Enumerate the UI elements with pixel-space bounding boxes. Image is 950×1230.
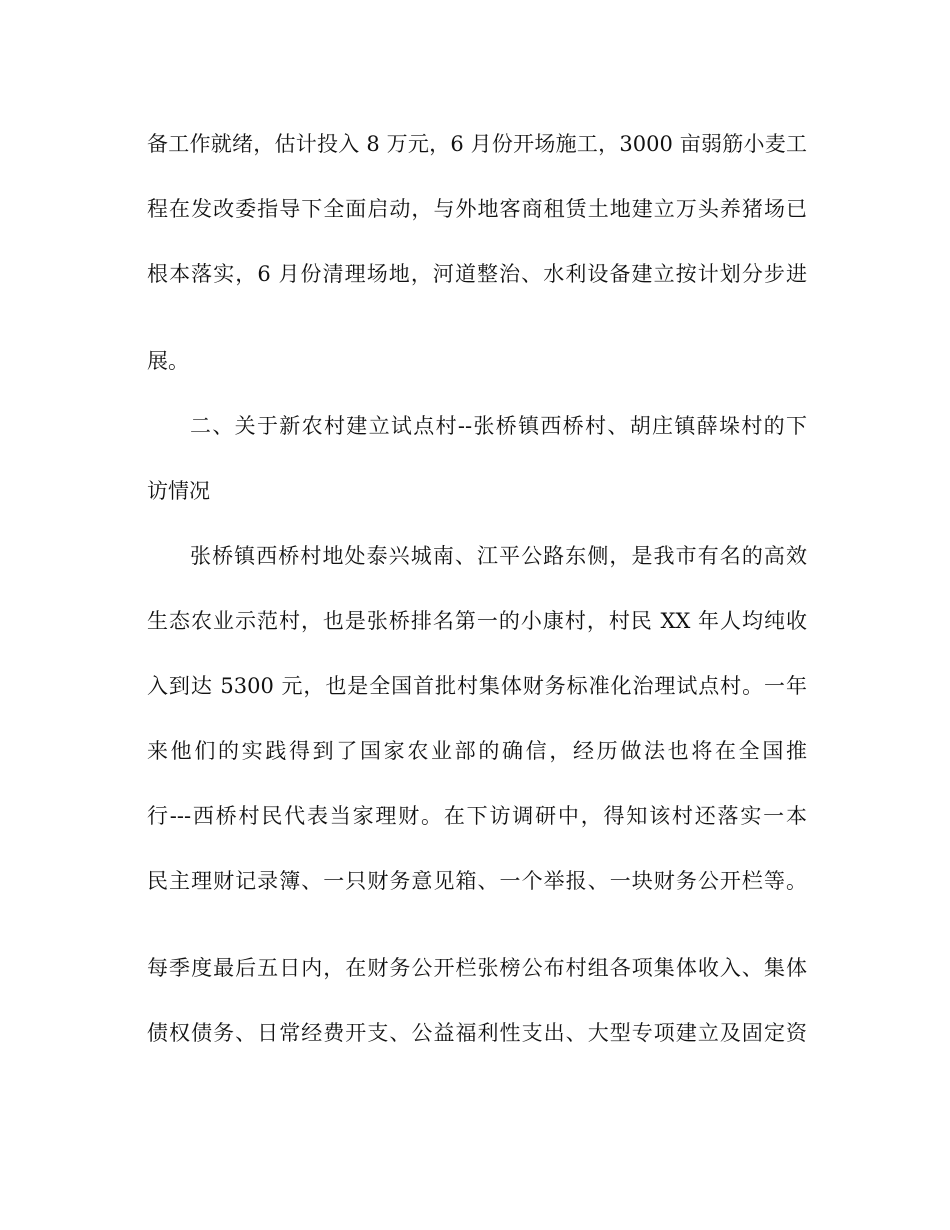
text-line: 每季度最后五日内，在财务公开栏张榜公布村组各项集体收入、集体 (147, 956, 807, 980)
text-line: 程在发改委指导下全面启动，与外地客商租赁土地建立万头养猪场已 (147, 197, 807, 221)
text-line: 展。 (147, 349, 189, 373)
text-line: 民主理财记录簿、一只财务意见箱、一个举报、一块财务公开栏等。 (147, 869, 807, 893)
text-line: 债权债务、日常经费开支、公益福利性支出、大型专项建立及固定资 (147, 1021, 807, 1045)
text-line: 张桥镇西桥村地处泰兴城南、江平公路东侧，是我市有名的高效 (190, 544, 807, 568)
text-line: 入到达 5300 元，也是全国首批村集体财务标准化治理试点村。一年 (147, 674, 807, 698)
text-line: 生态农业示范村，也是张桥排名第一的小康村，村民 XX 年人均纯收 (147, 609, 807, 633)
text-line: 根本落实，6 月份清理场地，河道整治、水利设备建立按计划分步进 (147, 262, 807, 286)
text-line: 来他们的实践得到了国家农业部的确信，经历做法也将在全国推 (147, 739, 807, 763)
section-heading-line: 访情况 (147, 479, 210, 503)
text-line: 备工作就绪，估计投入 8 万元，6 月份开场施工，3000 亩弱筋小麦工 (147, 132, 807, 156)
section-heading-line: 二、关于新农村建立试点村--张桥镇西桥村、胡庄镇薛垛村的下 (190, 414, 807, 438)
text-line: 行---西桥村民代表当家理财。在下访调研中，得知该村还落实一本 (147, 804, 807, 828)
